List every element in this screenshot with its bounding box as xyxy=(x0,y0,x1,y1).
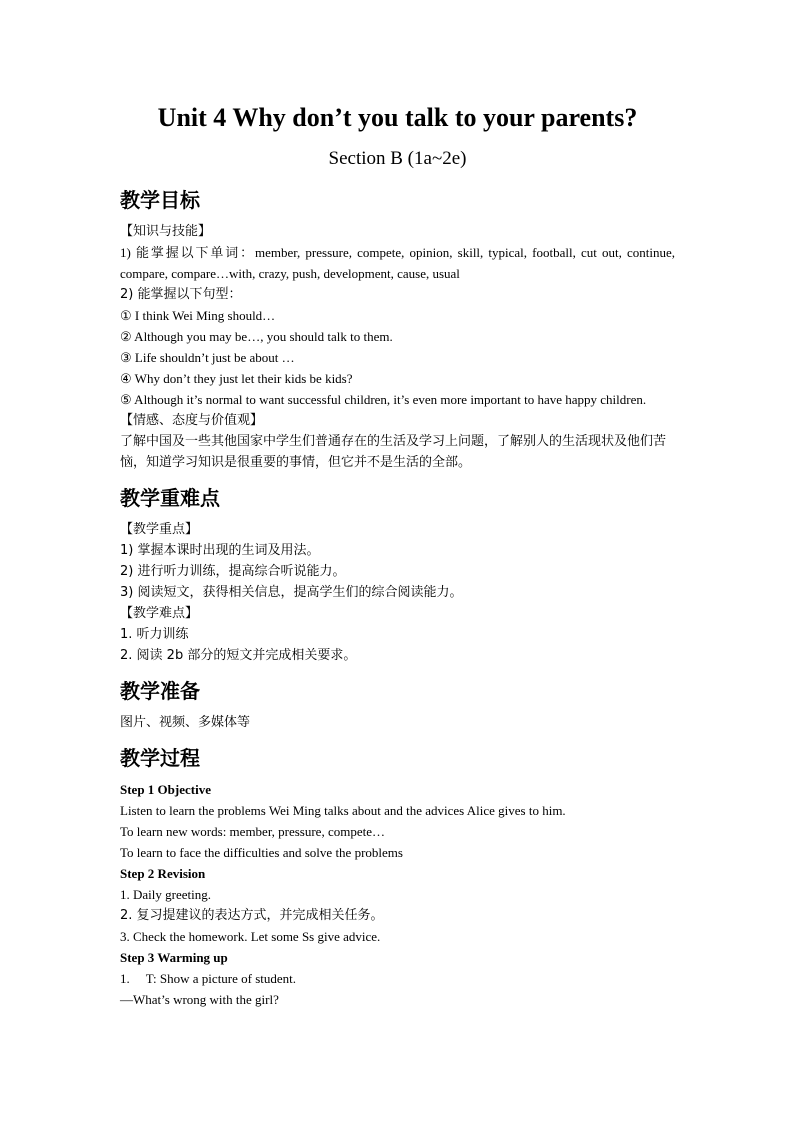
pattern-item: ④ Why don’t they just let their kids be kids? xyxy=(120,371,353,386)
focus-item: 1) 掌握本课时出现的生词及用法。 xyxy=(120,543,320,558)
attitude-text: 了解中国及一些其他国家中学生们普通存在的生活及学习上问题，了解别人的生活现状及他们苦恼，知道学习知识是很重要的事情，但它并不是生活的全部。 xyxy=(120,434,667,470)
difficulty-item: 2. 阅读 2b 部分的短文并完成相关要求。 xyxy=(120,648,357,663)
section-heading-objectives: 教学目标 xyxy=(120,188,200,212)
focus-item: 2) 进行听力训练，提高综合听说能力。 xyxy=(120,564,346,579)
pattern-item: ③ Life shouldn’t just be about … xyxy=(120,350,295,365)
step-line: To learn new words: member, pressure, compete… xyxy=(120,824,385,839)
document-body xyxy=(120,183,675,1010)
vocab-line: 1) 能掌握以下单词：member, pressure, compete, opinion, skill, typical, football, cut out, continue, compare, compare…with, crazy, push, development, cause, usual xyxy=(120,245,675,281)
difficulty-label: 【教学难点】 xyxy=(120,606,199,621)
section-heading-process: 教学过程 xyxy=(120,746,200,770)
step-line: 2. 复习提建议的表达方式，并完成相关任务。 xyxy=(120,908,384,923)
document-subtitle: Section B (1a~2e) xyxy=(328,148,467,169)
step-line: Listen to learn the problems Wei Ming talks about and the advices Alice gives to him. xyxy=(120,803,566,818)
step-line: 1. Daily greeting. xyxy=(120,887,211,902)
focus-item: 3) 阅读短文，获得相关信息，提高学生们的综合阅读能力。 xyxy=(120,585,463,600)
patterns-label: 2) 能掌握以下句型： xyxy=(120,287,242,302)
difficulty-item: 1. 听力训练 xyxy=(120,627,189,642)
step-line: 3. Check the homework. Let some Ss give advice. xyxy=(120,929,381,944)
pattern-item: ② Although you may be…, you should talk to them. xyxy=(120,329,393,344)
step-line: —What’s wrong with the girl? xyxy=(120,992,279,1007)
step-line: 1. T: Show a picture of student. xyxy=(120,971,297,986)
step-title: Step 1 Objective xyxy=(120,782,211,797)
knowledge-label: 【知识与技能】 xyxy=(120,224,212,239)
step-line: To learn to face the difficulties and solve the problems xyxy=(120,845,403,860)
focus-label: 【教学重点】 xyxy=(120,522,199,537)
preparation-text: 图片、视频、多媒体等 xyxy=(120,715,251,730)
section-heading-key-points: 教学重难点 xyxy=(120,486,220,510)
document-title: Unit 4 Why don’t you talk to your parents? xyxy=(157,103,638,132)
section-heading-preparation: 教学准备 xyxy=(120,679,200,703)
pattern-item: ① I think Wei Ming should… xyxy=(120,308,276,323)
step-title: Step 3 Warming up xyxy=(120,950,228,965)
patterns-list xyxy=(120,305,675,410)
pattern-item: ⑤ Although it’s normal to want successful children, it’s even more important to have happy children. xyxy=(120,392,647,407)
attitude-label: 【情感、态度与价值观】 xyxy=(120,413,264,428)
step-title: Step 2 Revision xyxy=(120,866,206,881)
